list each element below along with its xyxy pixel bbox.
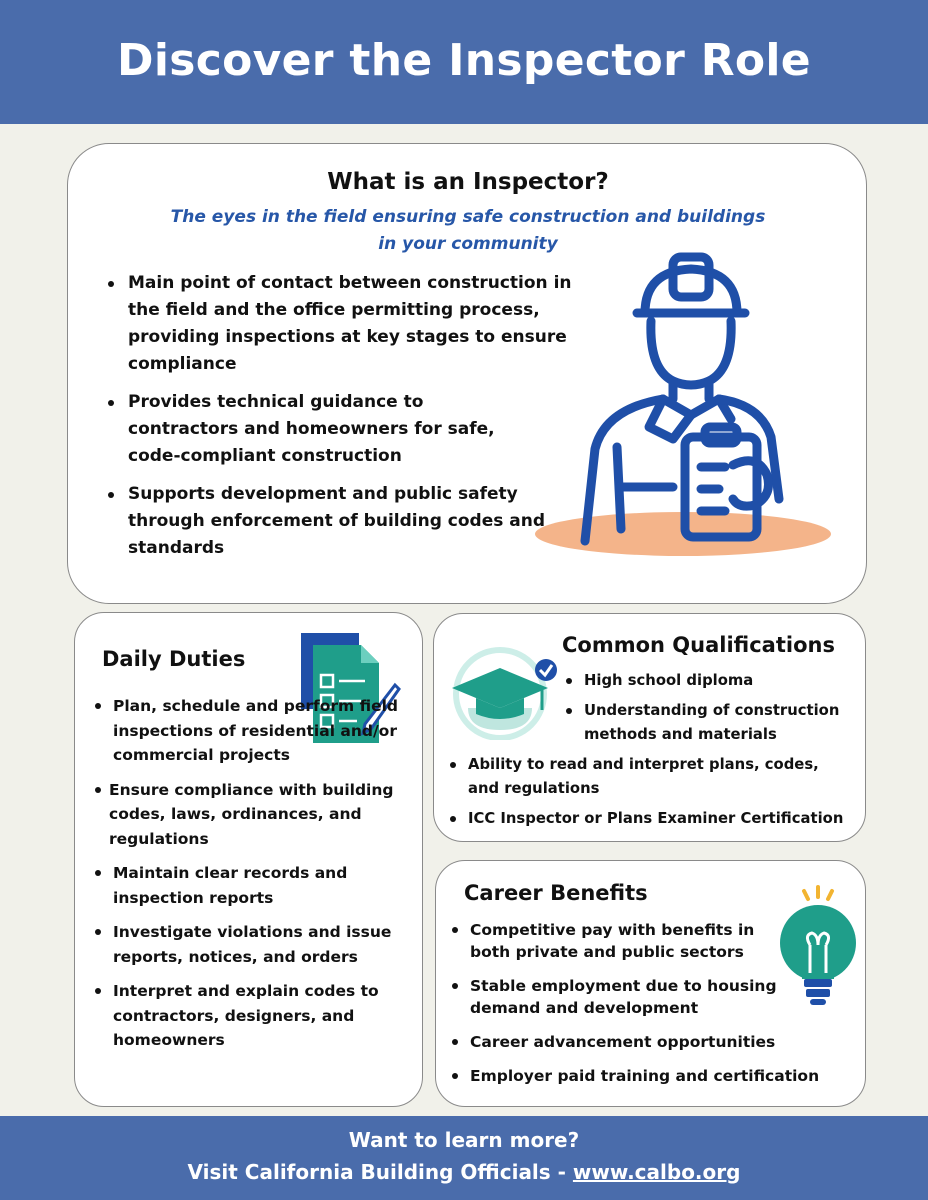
what-subtitle: The eyes in the field ensuring safe construction and buildings in your community [170,207,766,254]
qualifications-title: Common Qualifications [562,633,835,657]
footer-banner [0,1116,928,1200]
what-list [106,270,586,573]
list-item: Maintain clear records and inspection reports [87,861,417,910]
inspector-with-clipboard-icon [533,249,833,559]
what-title: What is an Inspector? [327,169,609,195]
list-item: Ensure compliance with building codes, laws, ordinances, and regulations [87,778,417,852]
footer-visit-text: Visit California Building Officials - [187,1160,573,1184]
list-item: Main point of contact between construction in the field and the office permitting process, providing inspections at key stages to ensure compliance [106,270,586,378]
list-item: Plan, schedule and perform field inspections of residential and/or commercial projects [87,694,417,768]
footer-question: Want to learn more? [348,1128,580,1152]
what-is-inspector-card [67,143,867,604]
duties-list [87,694,417,1063]
list-item: Employer paid training and certification [448,1065,858,1087]
list-item: Career advancement opportunities [448,1031,858,1053]
duties-title: Daily Duties [102,647,246,671]
list-item: Provides technical guidance to contractors and homeowners for safe, code-compliant construction [106,389,586,470]
career-benefits-card [435,860,866,1107]
benefits-list [448,919,858,1099]
list-item: Stable employment due to housing demand and development [448,975,858,1019]
list-item: Competitive pay with benefits in both private and public sectors [448,919,858,963]
calbo-website-link[interactable]: www.calbo.org [572,1160,741,1184]
header-banner [0,0,928,124]
list-item: Investigate violations and issue reports, notices, and orders [87,920,417,969]
list-item: High school diploma [560,669,864,693]
daily-duties-card [74,612,423,1107]
list-item: Understanding of construction methods and materials [560,699,864,747]
common-qualifications-card [433,613,866,842]
list-item: Supports development and public safety through enforcement of building codes and standards [106,481,586,562]
footer-cta [0,1160,928,1184]
benefits-title: Career Benefits [464,881,648,905]
list-item: Interpret and explain codes to contractors, designers, and homeowners [87,979,417,1053]
qualifications-list [444,669,864,837]
list-item: ICC Inspector or Plans Examiner Certification [444,807,864,831]
page-title: Discover the Inspector Role [117,34,811,86]
list-item: Ability to read and interpret plans, codes, and regulations [444,753,864,801]
